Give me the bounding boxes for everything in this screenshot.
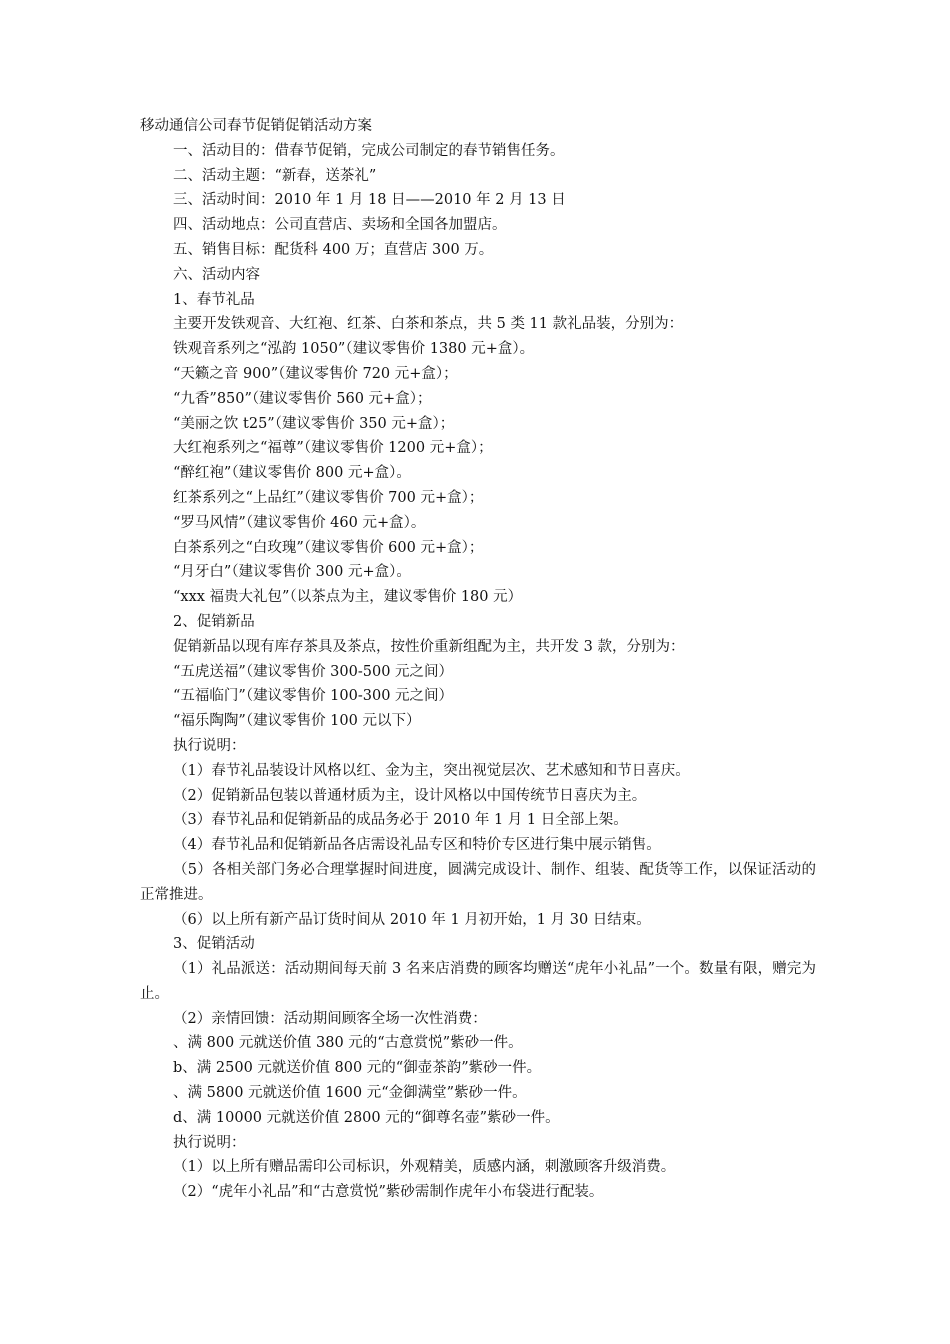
subsection-heading: 1、春节礼品 — [173, 291, 255, 308]
reward-line: 、满 800 元就送价值 380 元的“古意赏悦”紫砂一件。 — [173, 1035, 523, 1052]
gift-paragraph: （1）礼品派送：活动期间每天前 3 名来店消费的顾客均赠送“虎年小礼品”一个。数量有限，赠完为止。 — [140, 961, 816, 1002]
text-line: 执行说明： — [173, 1134, 246, 1151]
section-heading: 六、活动内容 — [173, 266, 260, 283]
document-body — [140, 114, 816, 1205]
text-line: 三、活动时间：2010 年 1 月 18 日——2010 年 2 月 13 日 — [173, 192, 566, 209]
instruction-line: （4）春节礼品和促销新品各店需设礼品专区和特价专区进行集中展示销售。 — [173, 837, 661, 854]
instruction-paragraph: （5）各相关部门务必合理掌握时间进度，圆满完成设计、制作、组装、配货等工作，以保证活动的正常推进。 — [140, 861, 816, 903]
product-line: “醉红袍”（建议零售价 800 元+盒）。 — [173, 465, 411, 482]
subsection-heading: 3、促销活动 — [173, 936, 255, 953]
text-line: 二、活动主题：“新春，送茶礼” — [173, 167, 377, 184]
instruction-line: （2）“虎年小礼品”和“古意赏悦”紫砂需制作虎年小布袋进行配装。 — [173, 1184, 604, 1201]
product-line: “月牙白”（建议零售价 300 元+盒）。 — [173, 564, 411, 581]
product-line: “罗马风情”（建议零售价 460 元+盒）。 — [173, 514, 426, 531]
product-line: “xxx 福贵大礼包”（以茶点为主，建议零售价 180 元） — [173, 589, 523, 606]
reward-line: 、满 5800 元就送价值 1600 元“金御满堂”紫砂一件。 — [173, 1085, 527, 1102]
instruction-line: （2）促销新品包装以普通材质为主，设计风格以中国传统节日喜庆为主。 — [173, 787, 647, 804]
instruction-line: （1）春节礼品装设计风格以红、金为主，突出视觉层次、艺术感知和节日喜庆。 — [173, 762, 690, 779]
product-line: 铁观音系列之“泓韵 1050”（建议零售价 1380 元+盒）。 — [173, 341, 535, 358]
product-line: 红茶系列之“上品红”（建议零售价 700 元+盒）； — [173, 489, 484, 506]
product-line: “美丽之饮 t25”（建议零售价 350 元+盒）； — [173, 415, 455, 432]
instruction-line: （1）以上所有赠品需印公司标识，外观精美，质感内涵，刺激顾客升级消费。 — [173, 1159, 676, 1176]
product-line: “天籁之音 900”（建议零售价 720 元+盒）； — [173, 365, 458, 382]
instruction-line: （6）以上所有新产品订货时间从 2010 年 1 月初开始，1 月 30 日结束。 — [173, 911, 651, 928]
reward-line: b、满 2500 元就送价值 800 元的“御壶茶韵”紫砂一件。 — [173, 1060, 542, 1077]
text-line: 执行说明： — [173, 737, 246, 754]
product-line: “五虎送福”（建议零售价 300-500 元之间） — [173, 663, 454, 680]
text-line: 五、销售目标：配货科 400 万；直营店 300 万。 — [173, 241, 494, 258]
instruction-line: （3）春节礼品和促销新品的成品务必于 2010 年 1 月 1 日全部上架。 — [173, 812, 628, 829]
text-line: （2）亲情回馈：活动期间顾客全场一次性消费： — [173, 1010, 487, 1027]
document-title: 移动通信公司春节促销促销活动方案 — [140, 118, 372, 134]
product-line: “九香”850”（建议零售价 560 元+盒）； — [173, 390, 432, 407]
product-line: “五福临门”（建议零售价 100-300 元之间） — [173, 688, 454, 705]
product-line: 白茶系列之“白玫瑰”（建议零售价 600 元+盒）； — [173, 539, 484, 556]
product-line: “福乐陶陶”（建议零售价 100 元以下） — [173, 713, 421, 730]
subsection-heading: 2、促销新品 — [173, 613, 255, 630]
text-line: 促销新品以现有库存茶具及茶点，按性价重新组配为主，共开发 3 款，分别为： — [173, 638, 685, 655]
text-line: 四、活动地点：公司直营店、卖场和全国各加盟店。 — [173, 217, 507, 234]
text-line: 一、活动目的：借春节促销，完成公司制定的春节销售任务。 — [173, 142, 565, 159]
product-line: 大红袍系列之“福尊”（建议零售价 1200 元+盒）； — [173, 440, 493, 457]
reward-line: d、满 10000 元就送价值 2800 元的“御尊名壶”紫砂一件。 — [173, 1109, 560, 1126]
text-line: 主要开发铁观音、大红袍、红茶、白茶和茶点，共 5 类 11 款礼品装，分别为： — [173, 316, 684, 333]
